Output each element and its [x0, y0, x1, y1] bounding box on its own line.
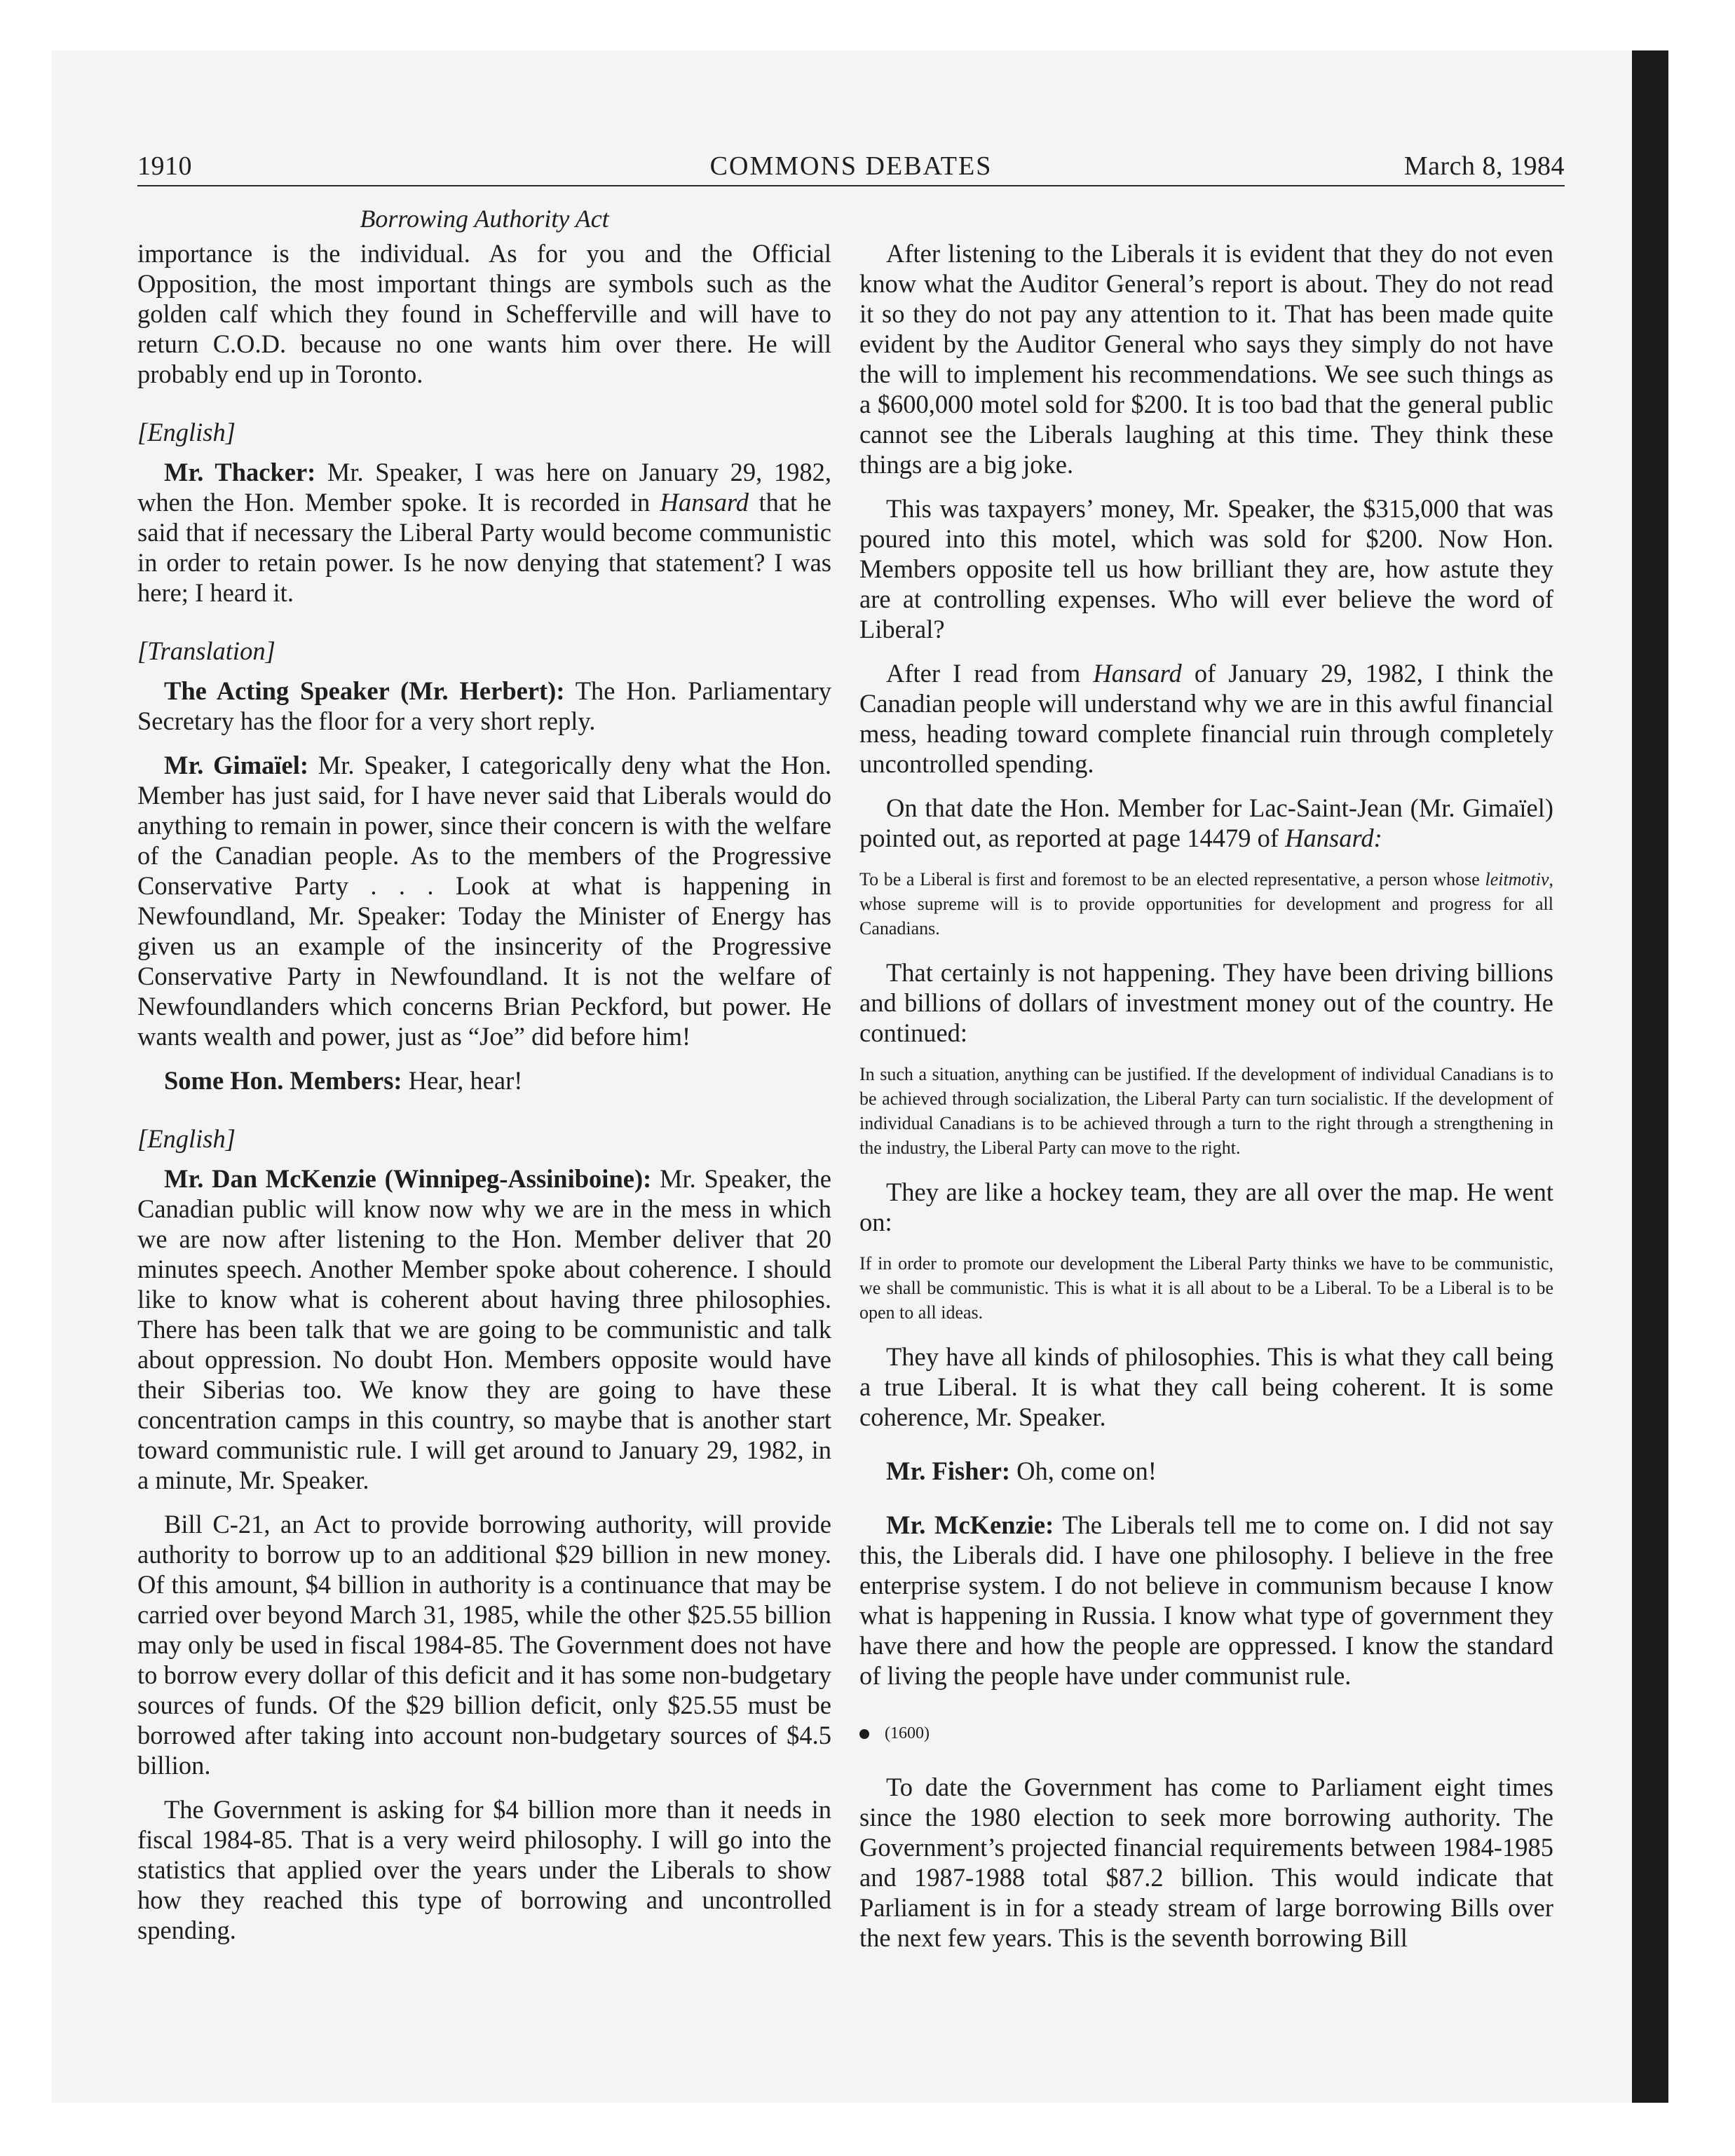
scan-edge-bar — [1632, 50, 1668, 2103]
paragraph: That certainly is not happening. They have been driving billions and billions of dollars of investment money out of the country. He continued: — [859, 958, 1553, 1047]
paragraph: The Government is asking for $4 billion more than it needs in fiscal 1984-85. That is a very weird philosophy. I will go into the statistics that applied over the years under the Liberals to show how they reached this type of borrowing and uncontrolled spending. — [137, 1795, 831, 1944]
time-stamp-text: (1600) — [885, 1724, 930, 1742]
hansard-ref: Hansard: — [1285, 824, 1382, 852]
header-rule — [137, 185, 1565, 186]
time-stamp — [859, 1723, 1553, 1744]
subject-heading: Borrowing Authority Act — [360, 205, 609, 233]
paragraph — [859, 793, 1553, 853]
speech-text: Mr. Speaker, I was here on January 29, 1982, when the Hon. Member spoke. It is recorded in — [137, 458, 831, 517]
italic-term: leitmotiv — [1485, 869, 1549, 889]
right-column — [859, 238, 1553, 1967]
speech-acting-speaker — [137, 676, 831, 736]
paragraph: To date the Government has come to Parliament eight times since the 1980 election to seek more borrowing authority. The Government’s projected financial requirements between 1984-1985 and 1987-1988 total $87.2 billion. This would indicate that Parliament is in for a steady stream of large borrowing Bills over the next few years. This is the seventh borrowing Bill — [859, 1773, 1553, 1952]
speaker-name: Mr. Gimaïel: — [164, 751, 308, 779]
bullet-icon — [859, 1729, 869, 1739]
block-quote: In such a situation, anything can be justified. If the development of individual Canadians is to be achieved through socialization, the Liberal Party can turn socialistic. If the development of individual Canadians is to be achieved through a turn to the right through a strengthening in the industry, the Liberal Party can move to the right. — [859, 1064, 1553, 1158]
speech-fisher — [859, 1456, 1553, 1486]
issue-date: March 8, 1984 — [1403, 151, 1565, 181]
speech-members — [137, 1065, 831, 1096]
text-run: On that date the Hon. Member for Lac-Saint-Jean (Mr. Gimaïel) pointed out, as reported at page 14479 of — [859, 793, 1553, 852]
speech-text: Hear, hear! — [402, 1066, 523, 1095]
speech-mckenzie — [137, 1164, 831, 1495]
speech-thacker — [137, 457, 831, 608]
paragraph: After listening to the Liberals it is evident that they do not even know what the Auditor General’s report is about. They do not read it so they do not pay any attention to it. That has been made quite evident by the Auditor General who says they simply do not have the will to implement his recommendations. We see such things as a $600,000 motel sold for $200. It is too bad that the general public cannot see the Liberals laughing at this time. They think these things are a big joke. — [859, 239, 1553, 479]
text-run: of January 29, 1982, I think the Canadian people will understand why we are in this awful financial mess, heading toward complete financial ruin through completely uncontrolled spending. — [859, 659, 1553, 778]
paragraph: They are like a hockey team, they are all over the map. He went on: — [859, 1178, 1553, 1236]
speech-text: Mr. Speaker, I categorically deny what the Hon. Member has just said, for I have never said that Liberals would do anything to remain in power, since their concern is with the welfare of the Canadian people. As to the members of the Progressive Conservative Party . . . Look at what is happening in Newfoundland, Mr. Speaker: Today the Minister of Energy has given us an example of the insincerity of the Progressive Conservative Party in Newfoundland. It is not the welfare of Newfoundlanders which concerns Brian Peckford, but power. He wants wealth and power, just as “Joe” did before him! — [137, 751, 831, 1051]
paragraph: This was taxpayers’ money, Mr. Speaker, the $315,000 that was poured into this motel, which was sold for $200. Now Hon. Members opposite tell us how brilliant they are, how astute they are at controlling expenses. Who will ever believe the word of Liberal? — [859, 494, 1553, 643]
speaker-name: Mr. Thacker: — [164, 458, 316, 486]
hansard-ref: Hansard — [660, 488, 749, 517]
text-run: After I read from — [886, 659, 1094, 688]
speech-text: The Liberals tell me to come on. I did not say this, the Liberals did. I have one philosophy. I believe in the free enterprise system. I do not believe in communism because I know what is happening in Russia. I know what type of government they have there and how the people are oppressed. I know the standard of living the people have under communist rule. — [859, 1510, 1553, 1690]
publication-title: COMMONS DEBATES — [709, 151, 993, 181]
left-column — [137, 238, 831, 1959]
speaker-name: The Acting Speaker (Mr. Herbert): — [164, 676, 565, 705]
speech-text: that he said that if necessary the Liberal Party would become communistic in order to retain power. Is he now denying that statement? I was here; I heard it. — [137, 488, 831, 607]
text-run: , whose supreme will is to provide opportunities for development and progress for all Canadians. — [859, 869, 1553, 939]
speech-gimaiel — [137, 750, 831, 1051]
hansard-ref: Hansard — [1093, 659, 1182, 688]
paragraph: importance is the individual. As for you and the Official Opposition, the most important things are symbols such as the golden calf which they found in Schefferville and will have to return C.O.D. because no one wants him over there. He will probably end up in Toronto. — [137, 239, 831, 388]
paragraph: They have all kinds of philosophies. This is what they call being a true Liberal. It is what they call being coherent. It is some coherence, Mr. Speaker. — [859, 1342, 1553, 1431]
speaker-name: Mr. McKenzie: — [886, 1510, 1054, 1539]
speaker-name: Some Hon. Members: — [164, 1066, 402, 1095]
speech-text: The Hon. Parliamentary Secretary has the floor for a very short reply. — [137, 676, 831, 735]
paragraph — [859, 658, 1553, 779]
speech-text: Mr. Speaker, the Canadian public will know now why we are in the mess in which we are now after listening to the Hon. Member deliver that 20 minutes speech. Another Member spoke about coherence. I should like to know what is coherent about having three philosophies. There has been talk that we are going to be communistic and talk about oppression. No doubt Hon. Members opposite would have their Siberias too. We know they are going to have these concentration camps in this country, so maybe that is another start toward communistic rule. I will get around to January 29, 1982, in a minute, Mr. Speaker. — [137, 1164, 831, 1494]
block-quote: If in order to promote our development the Liberal Party thinks we have to be communistic, we shall be communistic. This is what it is all about to be a Liberal. To be a Liberal is to be open to all ideas. — [859, 1253, 1553, 1323]
speaker-name: Mr. Fisher: — [886, 1456, 1011, 1485]
text-run: To be a Liberal is first and foremost to be an elected representative, a person whose — [859, 869, 1485, 889]
block-quote — [859, 867, 1553, 941]
language-marker: [English] — [137, 418, 236, 446]
language-marker: [English] — [137, 1124, 236, 1153]
speaker-name: Mr. Dan McKenzie (Winnipeg-Assiniboine): — [164, 1164, 652, 1193]
page-number: 1910 — [137, 151, 192, 181]
speech-text: Oh, come on! — [1010, 1456, 1157, 1485]
language-marker: [Translation] — [137, 636, 275, 665]
paragraph: Bill C-21, an Act to provide borrowing authority, will provide authority to borrow up to an additional $29 billion in new money. Of this amount, $4 billion in authority is a continuance that may be carried over beyond March 31, 1985, while the other $25.55 billion may only be used in fiscal 1984-85. The Government does not have to borrow every dollar of this deficit and it has some non-budgetary sources of funds. Of the $29 billion deficit, only $25.55 must be borrowed after taking into account non-budgetary sources of $4.5 billion. — [137, 1510, 831, 1780]
speech-mckenzie-2 — [859, 1510, 1553, 1691]
